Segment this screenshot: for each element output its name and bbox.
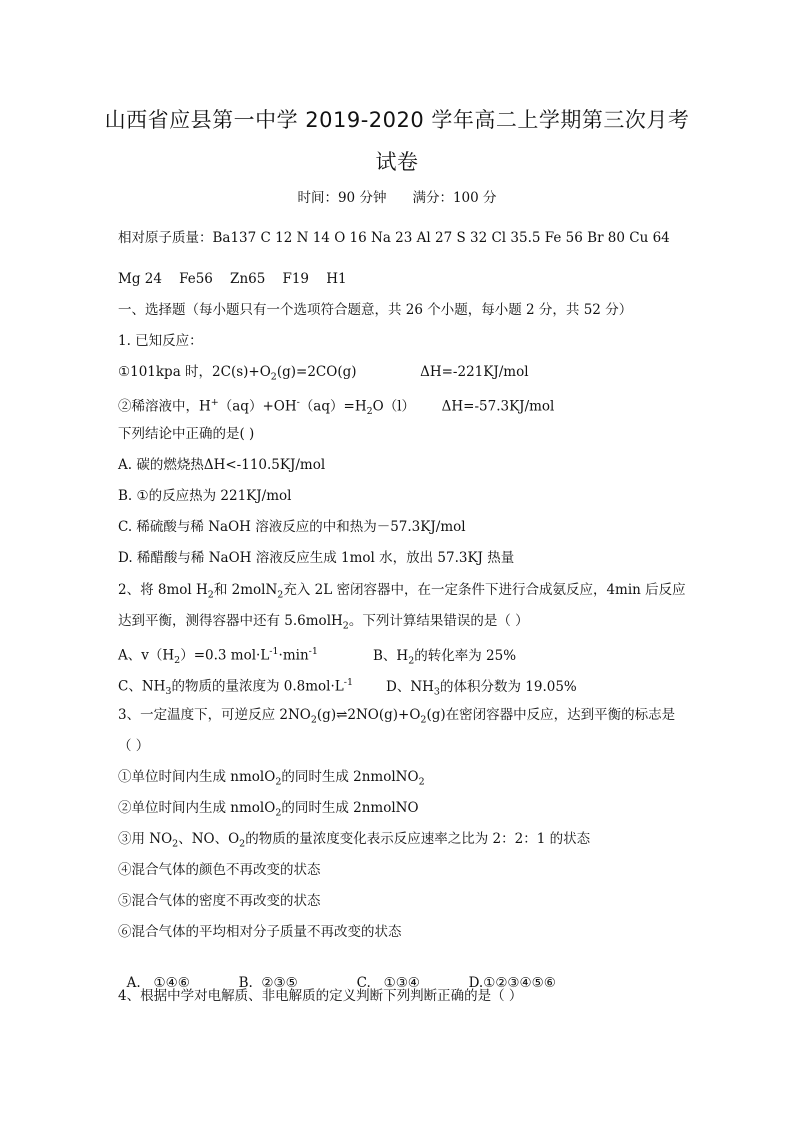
q1-option-a: A. 碳的燃烧热ΔH<-110.5KJ/mol: [118, 457, 326, 473]
section-heading: 一、选择题（每小题只有一个选项符合题意，共 26 个小题，每小题 2 分，共 52 分）: [118, 302, 633, 318]
q1-ask: 下列结论中正确的是( ): [118, 426, 255, 442]
q2-stem-line2: 达到平衡，测得容器中还有 5.6molH$_2$。下列计算结果错误的是（ ）: [118, 613, 529, 632]
q1-r1-enthalpy: ΔH=-221KJ/mol: [420, 364, 529, 380]
q1-option-c: C. 稀硫酸与稀 NaOH 溶液反应的中和热为－57.3KJ/mol: [118, 519, 466, 535]
q3-statement-4: ④混合气体的颜色不再改变的状态: [118, 862, 321, 878]
q2-option-c: C、$NH_3$的物质的量浓度为 $0.8mol\cdot L^{-1}$: [118, 677, 353, 698]
exam-info: [0, 186, 794, 206]
q3-option-d: D.①②③④⑤⑥: [468, 975, 556, 991]
q1-r2-enthalpy: ΔH=-57.3KJ/mol: [441, 398, 555, 415]
q2-option-d: D、$NH_3$的体积分数为 19.05%: [386, 678, 577, 698]
q3-statement-6: ⑥混合气体的平均相对分子质量不再改变的状态: [118, 924, 402, 940]
q4-stem: 4、根据中学对电解质、非电解质的定义判断下列判断正确的是（ ）: [118, 988, 523, 1004]
q1-reaction-1: ①101kpa 时，$2C(s)+O_2(g)=2CO(g)$ ΔH=-221KJ/mol: [118, 364, 529, 383]
exam-time: 时间：90 分钟: [297, 190, 387, 206]
atomic-mass-line1: 相对原子质量：Ba137 C 12 N 14 O 16 Na 23 Al 27 S 32 Cl 35.5 Fe 56 Br 80 Cu 64: [118, 230, 670, 246]
q3-option-c: C. ①③④: [356, 975, 420, 991]
q3-statement-3: ③用 $NO_2$、NO、$O_2$的物质的量浓度变化表示反应速率之比为 2：2：1 的状态: [118, 831, 591, 850]
q3-statement-5: ⑤混合气体的密度不再改变的状态: [118, 893, 321, 909]
q2-option-a: A、$v(H_2)=0.3$ $mol\cdot L^{-1}\cdot\min^{-1}$: [118, 646, 318, 667]
q1-option-d: D. 稀醋酸与稀 NaOH 溶液反应生成 1mol 水，放出 57.3KJ 热量: [118, 550, 515, 566]
q1-option-b: B. ①的反应热为 221KJ/mol: [118, 488, 292, 504]
q3-statement-1: ①单位时间内生成 nmolO$_2$的同时生成 2nmolNO$_2$: [118, 769, 425, 788]
q2-options-ab: [118, 643, 516, 670]
atomic-mass-line2: Mg 24 Fe56 Zn65 F19 H1: [118, 271, 347, 287]
q2-option-b: B、$H_2$的转化率为 25%: [373, 647, 517, 667]
exam-title-line1: 山西省应县第一中学 2019-2020 学年高二上学期第三次月考: [104, 108, 690, 132]
q2-options-cd: [118, 674, 577, 701]
q3-statement-2: ②单位时间内生成 nmolO$_2$的同时生成 2nmolNO: [118, 800, 419, 819]
q3-option-b: B. ②③⑤: [238, 975, 298, 991]
q3-stem-line1: 3、一定温度下，可逆反应 $2NO_2(g)\rightleftharpoons 2NO(g)+O_2(g)$在密闭容器中反应，达到平衡的标志是: [118, 707, 676, 726]
q1-stem: 1. 已知反应：: [118, 333, 203, 349]
q2-stem-line1: 2、将 8mol $H_2$和 2molN$_2$充入 2L 密闭容器中，在一定条件下进行合成氨反应，4min 后反应: [118, 582, 686, 601]
q1-reaction-2: ②稀溶液中，$H^+(aq)+OH^-(aq)=H_2O(l)$ ΔH=-57.3KJ/mol: [118, 397, 555, 418]
exam-title-line2: 试卷: [375, 150, 419, 174]
q3-option-a: A. ①④⑥: [126, 975, 190, 991]
q3-stem-line2: （ ）: [118, 738, 150, 754]
exam-score: 满分：100 分: [412, 190, 497, 206]
